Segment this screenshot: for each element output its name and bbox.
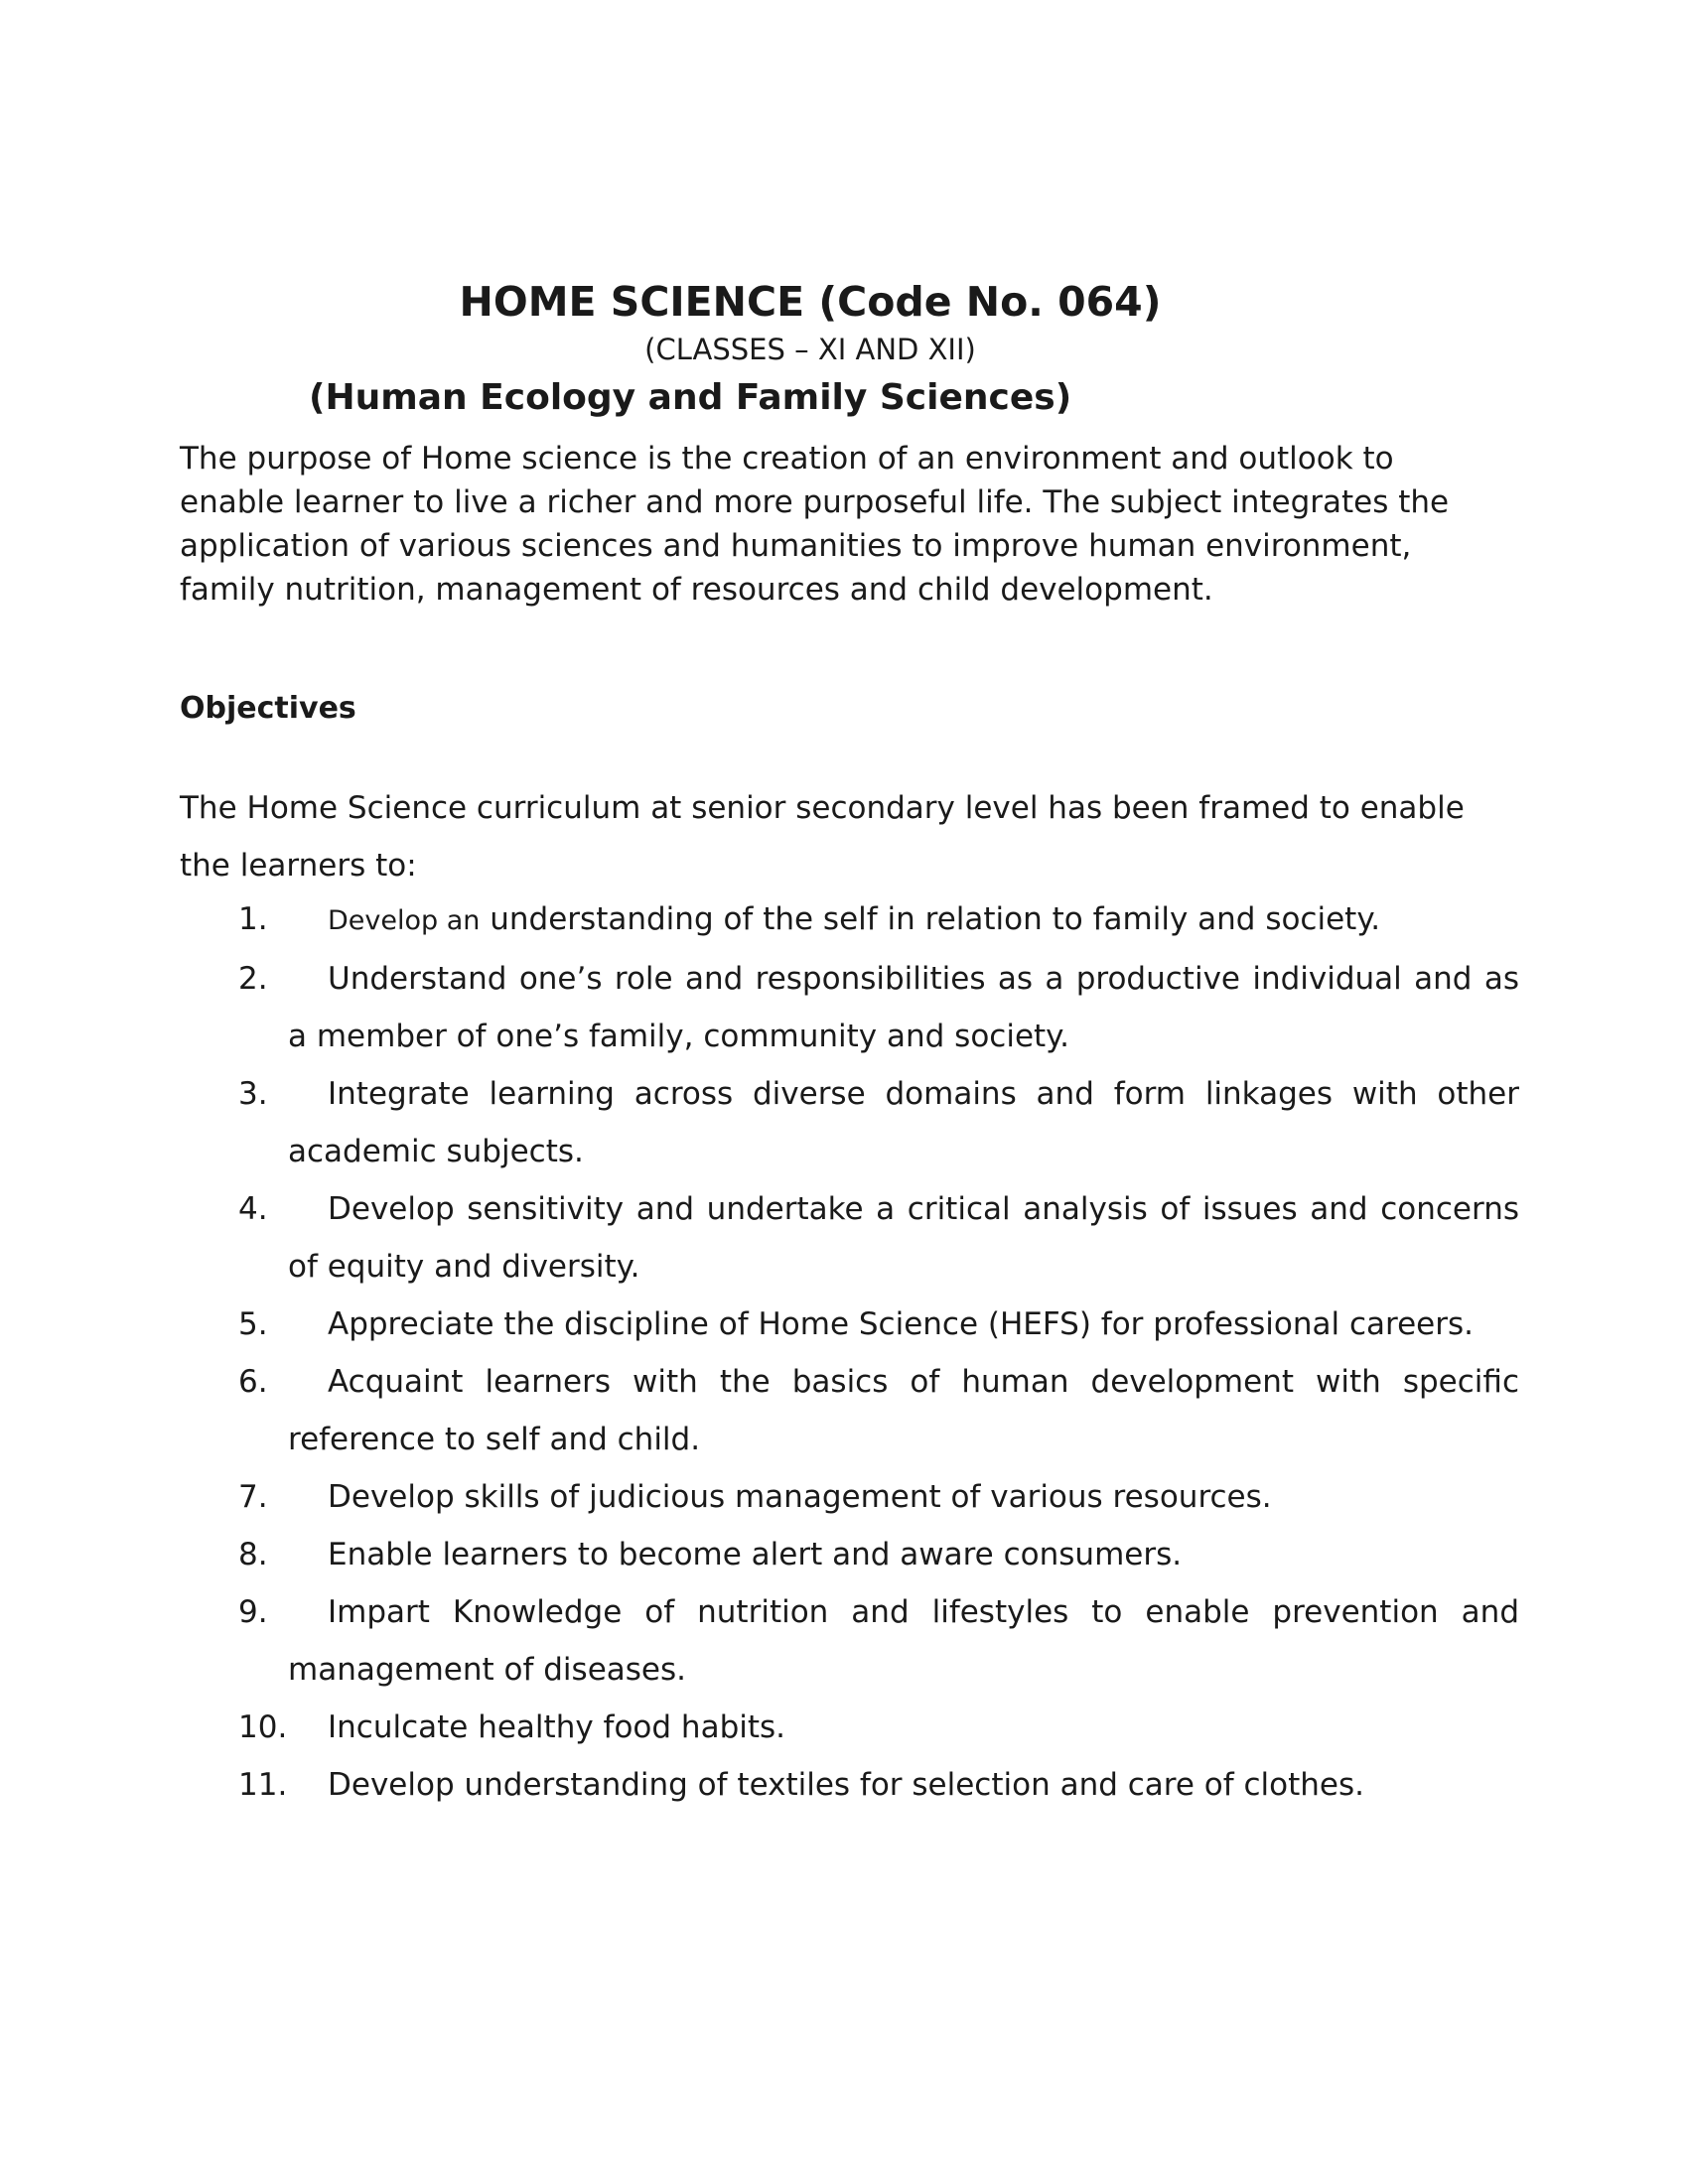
objective-item	[0, 1296, 1688, 1353]
objective-text: Understand one’s role and responsibilities as a productive individual and as a member of one’s family, community and society.	[288, 961, 1519, 1054]
objective-number: 1.	[238, 901, 268, 937]
classes-line: (CLASSES – XI AND XII)	[644, 333, 976, 366]
objective-item	[0, 1468, 1688, 1526]
objective-text: Inculcate healthy food habits.	[328, 1709, 786, 1745]
objective-text	[288, 890, 1519, 950]
objectives-heading: Objectives	[180, 691, 356, 726]
objective-item	[0, 1756, 1688, 1814]
objective-item	[0, 1583, 1688, 1699]
objective-item	[0, 1353, 1688, 1468]
document-subtitle: (Human Ecology and Family Sciences)	[309, 377, 1072, 418]
objective-text: Impart Knowledge of nutrition and lifestyles to enable prevention and management of diseases.	[288, 1594, 1519, 1688]
objective-text: Acquaint learners with the basics of human development with specific reference to self and child.	[288, 1364, 1519, 1457]
objective-text: Integrate learning across diverse domains and form linkages with other academic subjects.	[288, 1076, 1519, 1169]
objective-text: Develop sensitivity and undertake a critical analysis of issues and concerns of equity and diversity.	[288, 1191, 1519, 1285]
objective-number: 6.	[238, 1364, 268, 1400]
objective-number: 4.	[238, 1191, 268, 1227]
objective-item	[0, 1180, 1688, 1296]
objective-text: Appreciate the discipline of Home Science (HEFS) for professional careers.	[328, 1306, 1474, 1342]
objective-number: 3.	[238, 1076, 268, 1112]
objective-prefix: Develop an	[328, 905, 481, 936]
objective-number: 7.	[238, 1479, 268, 1515]
objective-number: 2.	[238, 961, 268, 997]
objective-body: understanding of the self in relation to family and society.	[480, 901, 1381, 937]
objective-text: Develop understanding of textiles for selection and care of clothes.	[328, 1767, 1365, 1803]
objective-item	[0, 1065, 1688, 1180]
objective-number: 10.	[238, 1709, 288, 1745]
objective-item	[0, 950, 1688, 1065]
intro-paragraph: The purpose of Home science is the creation of an environment and outlook to enable learner to live a richer and more purposeful life. The subject integrates the application of various sciences and humanities to improve human environment, family nutrition, management of resources and child development.	[180, 441, 1450, 608]
document-title: HOME SCIENCE (Code No. 064)	[459, 278, 1162, 326]
objective-item	[0, 1526, 1688, 1583]
objective-text: Develop skills of judicious management of various resources.	[328, 1479, 1272, 1515]
objective-item	[0, 890, 1688, 950]
objective-number: 8.	[238, 1537, 268, 1572]
objective-text: Enable learners to become alert and aware consumers.	[328, 1537, 1183, 1572]
objective-number: 11.	[238, 1767, 288, 1803]
objectives-list	[0, 890, 1688, 1814]
objective-number: 5.	[238, 1306, 268, 1342]
objectives-lead: The Home Science curriculum at senior secondary level has been framed to enable the learners to:	[180, 790, 1465, 884]
objective-item	[0, 1699, 1688, 1756]
objective-number: 9.	[238, 1594, 268, 1630]
